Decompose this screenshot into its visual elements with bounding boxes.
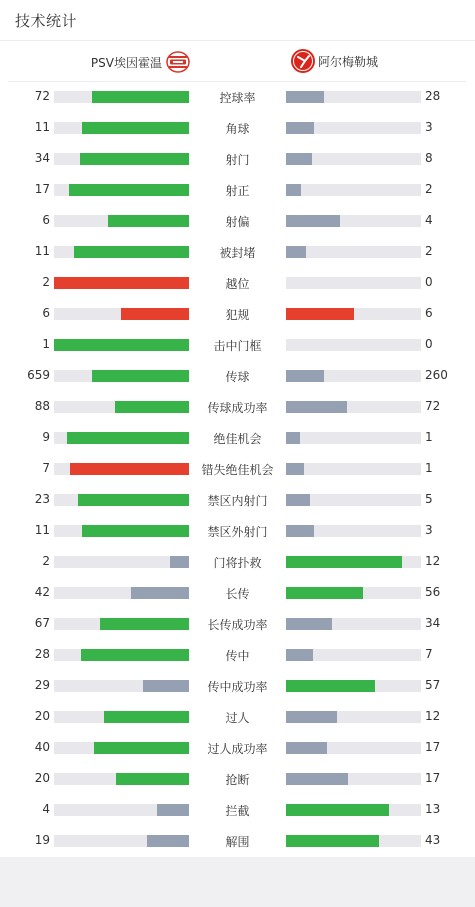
stat-label: 角球	[225, 122, 250, 136]
away-value: 5	[425, 492, 433, 506]
away-value: 260	[425, 368, 448, 382]
away-bar-track	[286, 184, 421, 196]
stat-label: 过人成功率	[207, 742, 268, 756]
stat-row	[0, 205, 475, 236]
away-bar-fill	[286, 122, 314, 134]
home-bar-track	[54, 587, 189, 599]
away-bar-track	[286, 432, 421, 444]
almere-city-badge-icon	[290, 48, 316, 74]
away-value: 72	[425, 399, 441, 413]
home-bar-fill	[143, 680, 189, 692]
stat-label: 错失绝佳机会	[201, 463, 274, 477]
away-bar-track	[286, 215, 421, 227]
home-value: 2	[42, 554, 50, 568]
stat-label: 传中成功率	[207, 680, 268, 694]
away-value: 57	[425, 678, 441, 692]
stat-row	[0, 763, 475, 794]
stat-label: 抢断	[225, 773, 250, 787]
home-bar-track	[54, 742, 189, 754]
away-bar-fill	[286, 804, 389, 816]
away-value: 6	[425, 306, 433, 320]
away-bar-track	[286, 618, 421, 630]
stat-label: 射门	[225, 153, 250, 167]
home-value: 11	[34, 120, 50, 134]
away-value: 2	[425, 182, 433, 196]
home-value: 2	[42, 275, 50, 289]
away-bar-fill	[286, 773, 348, 785]
home-bar-fill	[78, 494, 189, 506]
stat-label: 射偏	[225, 215, 250, 229]
away-bar-track	[286, 153, 421, 165]
stat-row	[0, 81, 475, 112]
away-bar-track	[286, 277, 421, 289]
stat-label: 越位	[225, 277, 250, 291]
stat-label: 拦截	[225, 804, 250, 818]
away-team-name: 阿尔梅勒城	[318, 54, 379, 69]
away-bar-track	[286, 308, 421, 320]
stat-label: 禁区外射门	[207, 525, 268, 539]
home-bar-fill	[121, 308, 189, 320]
stat-label: 绝佳机会	[213, 432, 262, 446]
stat-row	[0, 360, 475, 391]
away-value: 17	[425, 740, 441, 754]
stat-row	[0, 515, 475, 546]
stat-row	[0, 608, 475, 639]
stat-row	[0, 732, 475, 763]
stat-label: 门将扑救	[213, 556, 262, 570]
home-value: 29	[34, 678, 50, 692]
away-value: 34	[425, 616, 441, 630]
home-bar-fill	[170, 556, 189, 568]
home-value: 72	[34, 89, 50, 103]
home-bar-fill	[108, 215, 189, 227]
home-bar-track	[54, 835, 189, 847]
home-bar-track	[54, 277, 189, 289]
away-value: 4	[425, 213, 433, 227]
away-value: 12	[425, 554, 441, 568]
home-bar-fill	[70, 463, 189, 475]
home-bar-fill	[67, 432, 189, 444]
stat-row	[0, 391, 475, 422]
stat-row	[0, 143, 475, 174]
away-bar-track	[286, 401, 421, 413]
stat-row	[0, 577, 475, 608]
away-bar-fill	[286, 525, 314, 537]
away-value: 3	[425, 523, 433, 537]
away-value: 0	[425, 337, 433, 351]
away-bar-track	[286, 587, 421, 599]
away-bar-track	[286, 649, 421, 661]
stat-row	[0, 825, 475, 856]
stat-label: 控球率	[219, 91, 256, 105]
home-bar-track	[54, 680, 189, 692]
home-bar-track	[54, 711, 189, 723]
away-bar-fill	[286, 184, 301, 196]
stat-label: 长传	[225, 587, 250, 601]
stat-row	[0, 670, 475, 701]
home-bar-fill	[116, 773, 189, 785]
away-bar-fill	[286, 401, 347, 413]
stat-label: 传中	[225, 649, 250, 663]
away-bar-fill	[286, 432, 300, 444]
away-bar-fill	[286, 587, 363, 599]
home-bar-track	[54, 463, 189, 475]
stat-label: 击中门框	[213, 339, 262, 353]
stat-row	[0, 267, 475, 298]
home-bar-fill	[157, 804, 189, 816]
home-bar-track	[54, 401, 189, 413]
away-bar-fill	[286, 556, 402, 568]
stat-row	[0, 794, 475, 825]
stat-label: 传球	[225, 370, 250, 384]
home-bar-fill	[104, 711, 189, 723]
away-value: 17	[425, 771, 441, 785]
away-bar-track	[286, 804, 421, 816]
away-value: 1	[425, 430, 433, 444]
away-bar-track	[286, 494, 421, 506]
stats-list	[0, 81, 475, 856]
home-bar-track	[54, 339, 189, 351]
away-bar-fill	[286, 215, 340, 227]
home-bar-track	[54, 556, 189, 568]
home-value: 9	[42, 430, 50, 444]
home-bar-fill	[82, 525, 189, 537]
home-value: 6	[42, 306, 50, 320]
home-value: 67	[34, 616, 50, 630]
stat-label: 被封堵	[219, 246, 256, 260]
away-bar-fill	[286, 742, 327, 754]
home-value: 42	[34, 585, 50, 599]
stat-row	[0, 639, 475, 670]
stat-row	[0, 484, 475, 515]
away-value: 7	[425, 647, 433, 661]
stat-row	[0, 236, 475, 267]
home-value: 40	[34, 740, 50, 754]
away-bar-fill	[286, 618, 332, 630]
away-bar-track	[286, 525, 421, 537]
stat-row	[0, 298, 475, 329]
home-bar-track	[54, 804, 189, 816]
home-bar-track	[54, 649, 189, 661]
stat-label: 传球成功率	[207, 401, 268, 415]
stat-label: 射正	[225, 184, 250, 198]
home-bar-fill	[74, 246, 189, 258]
away-bar-fill	[286, 680, 375, 692]
home-value: 659	[27, 368, 50, 382]
away-bar-track	[286, 463, 421, 475]
stat-row	[0, 422, 475, 453]
home-bar-fill	[80, 153, 189, 165]
home-bar-track	[54, 122, 189, 134]
away-bar-track	[286, 556, 421, 568]
away-value: 1	[425, 461, 433, 475]
away-bar-fill	[286, 463, 304, 475]
away-bar-track	[286, 91, 421, 103]
stat-label: 禁区内射门	[207, 494, 268, 508]
away-bar-track	[286, 370, 421, 382]
home-bar-track	[54, 308, 189, 320]
away-bar-track	[286, 339, 421, 351]
stat-row	[0, 546, 475, 577]
away-bar-track	[286, 680, 421, 692]
home-bar-fill	[54, 339, 189, 351]
away-value: 3	[425, 120, 433, 134]
home-bar-fill	[54, 277, 189, 289]
home-bar-fill	[115, 401, 189, 413]
page-title: 技术统计	[15, 12, 78, 30]
stat-row	[0, 453, 475, 484]
home-value: 17	[34, 182, 50, 196]
home-value: 19	[34, 833, 50, 847]
home-value: 34	[34, 151, 50, 165]
away-bar-fill	[286, 308, 354, 320]
title-bar	[0, 0, 475, 41]
away-value: 2	[425, 244, 433, 258]
away-bar-track	[286, 773, 421, 785]
home-value: 20	[34, 709, 50, 723]
home-team	[91, 51, 190, 73]
away-bar-fill	[286, 711, 337, 723]
stat-row	[0, 329, 475, 360]
home-bar-track	[54, 91, 189, 103]
home-value: 88	[34, 399, 50, 413]
home-value: 23	[34, 492, 50, 506]
stat-label: 长传成功率	[207, 618, 268, 632]
home-bar-fill	[147, 835, 189, 847]
home-bar-track	[54, 153, 189, 165]
home-bar-track	[54, 618, 189, 630]
stat-label: 解围	[225, 835, 250, 849]
away-bar-fill	[286, 91, 324, 103]
home-bar-fill	[131, 587, 189, 599]
home-value: 6	[42, 213, 50, 227]
away-bar-fill	[286, 246, 306, 258]
away-value: 13	[425, 802, 441, 816]
teams-header	[8, 41, 466, 82]
away-bar-track	[286, 246, 421, 258]
stat-label: 过人	[225, 711, 250, 725]
away-bar-fill	[286, 153, 312, 165]
away-bar-track	[286, 122, 421, 134]
home-bar-fill	[92, 370, 189, 382]
home-bar-fill	[94, 742, 189, 754]
home-bar-track	[54, 494, 189, 506]
home-value: 11	[34, 523, 50, 537]
home-bar-fill	[100, 618, 189, 630]
home-bar-track	[54, 525, 189, 537]
stat-label: 犯规	[225, 308, 250, 322]
away-bar-fill	[286, 494, 310, 506]
home-bar-track	[54, 773, 189, 785]
home-value: 4	[42, 802, 50, 816]
away-bar-fill	[286, 649, 313, 661]
home-bar-track	[54, 432, 189, 444]
home-team-name: PSV埃因霍温	[90, 55, 162, 70]
away-team	[290, 48, 378, 74]
home-value: 28	[34, 647, 50, 661]
stat-row	[0, 701, 475, 732]
home-bar-fill	[82, 122, 189, 134]
away-value: 0	[425, 275, 433, 289]
home-value: 7	[42, 461, 50, 475]
away-bar-fill	[286, 835, 379, 847]
away-bar-fill	[286, 370, 324, 382]
stat-row	[0, 174, 475, 205]
away-bar-track	[286, 835, 421, 847]
home-bar-track	[54, 246, 189, 258]
home-bar-fill	[81, 649, 189, 661]
home-value: 20	[34, 771, 50, 785]
home-bar-track	[54, 184, 189, 196]
home-value: 11	[34, 244, 50, 258]
home-value: 1	[42, 337, 50, 351]
away-value: 8	[425, 151, 433, 165]
psv-badge-icon	[166, 51, 190, 73]
away-value: 56	[425, 585, 441, 599]
home-bar-track	[54, 215, 189, 227]
home-bar-track	[54, 370, 189, 382]
away-value: 12	[425, 709, 441, 723]
home-bar-fill	[69, 184, 189, 196]
away-value: 43	[425, 833, 441, 847]
away-bar-track	[286, 742, 421, 754]
away-bar-track	[286, 711, 421, 723]
home-bar-fill	[92, 91, 189, 103]
stat-row	[0, 112, 475, 143]
away-value: 28	[425, 89, 441, 103]
